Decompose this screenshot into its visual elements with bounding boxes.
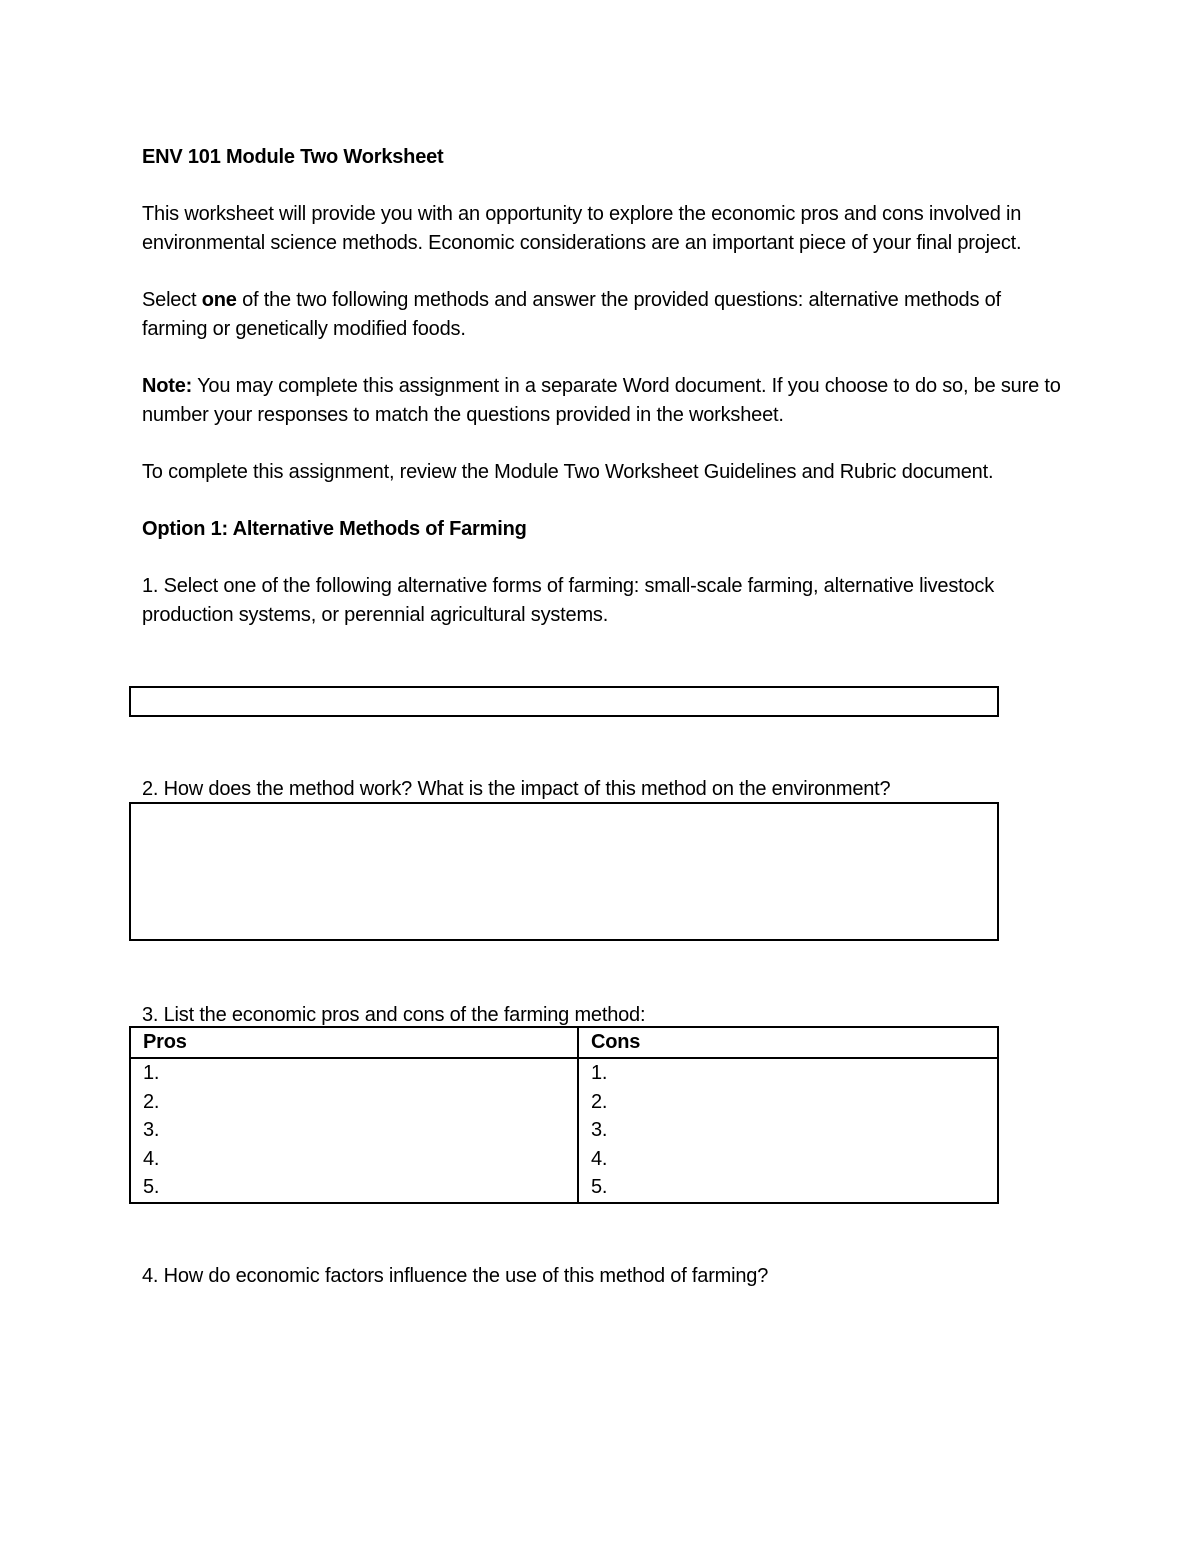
cons-cell[interactable]: 2. (578, 1088, 998, 1117)
question-3: 3. List the economic pros and cons of the farming method: (142, 1004, 646, 1026)
document-body (142, 143, 1062, 630)
note-label: Note: (142, 375, 193, 397)
instructions-paragraph: To complete this assignment, review the Module Two Worksheet Guidelines and Rubric document. (142, 461, 994, 483)
cons-cell[interactable]: 3. (578, 1116, 998, 1145)
intro-paragraph: This worksheet will provide you with an opportunity to explore the economic pros and cons involved in environmental science methods. Economic considerations are an important piece of your final project. (142, 203, 1022, 254)
table-row (130, 1145, 998, 1174)
cons-cell[interactable]: 1. (578, 1058, 998, 1088)
pros-cell[interactable]: 5. (130, 1173, 578, 1203)
table-row (130, 1088, 998, 1117)
document-title: ENV 101 Module Two Worksheet (142, 146, 444, 168)
table-row (130, 1116, 998, 1145)
option-heading: Option 1: Alternative Methods of Farming (142, 518, 527, 540)
answer-box-question-1[interactable] (129, 686, 999, 717)
select-emphasis: one (201, 289, 237, 311)
cons-cell[interactable]: 5. (578, 1173, 998, 1203)
select-paragraph (142, 286, 1062, 344)
table-row (130, 1173, 998, 1203)
note-text: You may complete this assignment in a separate Word document. If you choose to do so, be sure to number your responses to match the questions provided in the worksheet. (142, 375, 1061, 426)
question-2: 2. How does the method work? What is the impact of this method on the environment? (142, 778, 891, 800)
select-text-before: Select (142, 289, 202, 311)
header-pros: Pros (130, 1027, 578, 1058)
pros-cell[interactable]: 4. (130, 1145, 578, 1174)
question-4: 4. How do economic factors influence the use of this method of farming? (142, 1265, 769, 1287)
note-paragraph (142, 372, 1062, 430)
header-cons: Cons (578, 1027, 998, 1058)
pros-cell[interactable]: 3. (130, 1116, 578, 1145)
select-text-after: of the two following methods and answer the provided questions: alternative methods of farming or genetically modified foods. (142, 289, 1001, 340)
cons-cell[interactable]: 4. (578, 1145, 998, 1174)
table-row (130, 1058, 998, 1088)
table-header-row (130, 1027, 998, 1058)
pros-cell[interactable]: 1. (130, 1058, 578, 1088)
answer-box-question-2[interactable] (129, 802, 999, 941)
pros-cell[interactable]: 2. (130, 1088, 578, 1117)
question-1: 1. Select one of the following alternative forms of farming: small-scale farming, alternative livestock production systems, or perennial agricultural systems. (142, 575, 995, 626)
pros-cons-table (129, 1026, 999, 1204)
